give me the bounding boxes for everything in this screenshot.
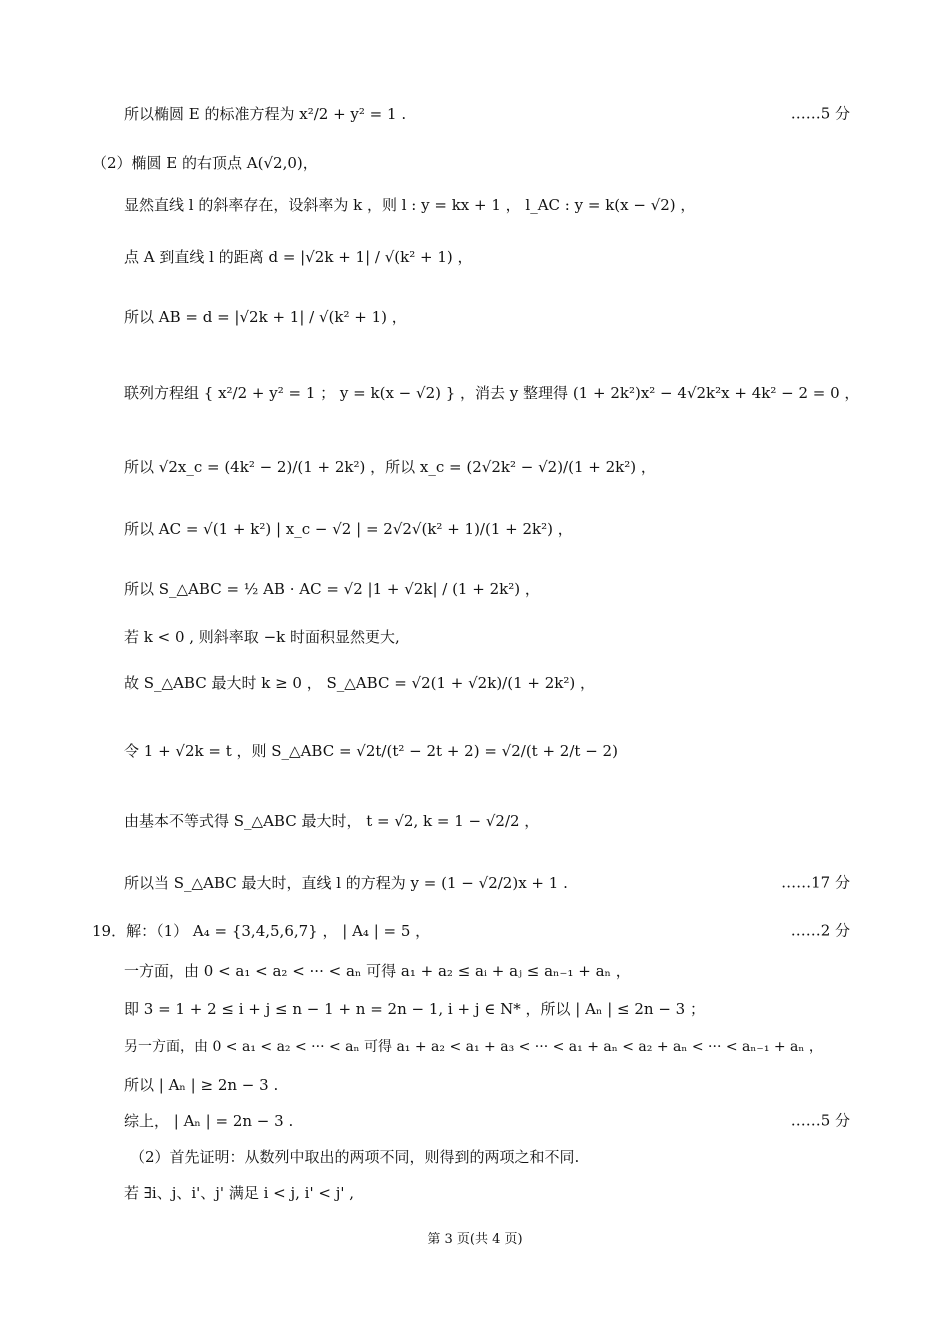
text-line [124,802,850,838]
line-text: 由基本不等式得 S_△ABC 最大时， t = √2, k = 1 − √2/2 ， [124,811,540,830]
line-text: 所以当 S_△ABC 最大时，直线 l 的方程为 y = (1 − √2/2)x + 1 . [124,873,568,892]
text-line [124,864,850,900]
text-line [92,916,850,944]
text-line [124,510,850,546]
score-mark: ……2 分 [790,921,850,940]
score-mark: ……17 分 [781,873,850,892]
line-text: 点 A 到直线 l 的距离 d = |√2k + 1| / √(k² + 1) ， [124,247,473,266]
line-text: （2）首先证明：从数列中取出的两项不同，则得到的两项之和不同. [130,1147,580,1166]
text-line [124,1106,850,1134]
line-text: 另一方面，由 0 < a₁ < a₂ < ··· < aₙ 可得 a₁ + a₂ < a₁ + a₃ < ··· < a₁ + aₙ < a₂ + aₙ < ··· < aₙ₋₁ + aₙ ， [124,1039,823,1055]
line-text: 综上， | Aₙ | = 2n − 3 . [124,1111,294,1130]
line-text: （2）椭圆 E 的右顶点 A(√2,0)， [92,153,318,172]
line-text: 一方面，由 0 < a₁ < a₂ < ··· < aₙ 可得 a₁ + a₂ ≤ aᵢ + aⱼ ≤ aₙ₋₁ + aₙ ， [124,961,631,980]
line-text: 若 ∃i、j、i'、j' 满足 i < j, i' < j' , [124,1183,355,1202]
line-text: 所以 | Aₙ | ≥ 2n − 3 . [124,1075,279,1094]
score-mark: ……5 分 [790,1111,850,1130]
text-line [124,448,850,484]
text-line [124,730,850,770]
text-line [124,98,850,128]
score-mark: ……5 分 [790,104,850,123]
line-text: 19．解：（1） A₄ = {3,4,5,6,7} ， | A₄ | = 5 ， [92,921,431,940]
text-line [124,994,850,1022]
text-line [130,1142,850,1170]
line-text: 故 S_△ABC 最大时 k ≥ 0 ， S_△ABC = √2(1 + √2k)/(1 + 2k²) ， [124,673,595,692]
line-text: 所以 AC = √(1 + k²) | x_c − √2 | = 2√2√(k² + 1)/(1 + 2k²) ， [124,519,573,538]
text-line [124,190,850,218]
text-line [124,298,850,334]
text-line [124,1032,850,1060]
line-text: 即 3 = 1 + 2 ≤ i + j ≤ n − 1 + n = 2n − 1, i + j ∈ N* ，所以 | Aₙ | ≤ 2n − 3 ； [124,999,705,1018]
line-text: 若 k < 0 , 则斜率取 −k 时面积显然更大, [124,627,400,646]
text-line [92,148,850,176]
text-line [124,1178,850,1206]
line-text: 所以 AB = d = |√2k + 1| / √(k² + 1) ， [124,307,407,326]
line-text: 所以椭圆 E 的标准方程为 x²/2 + y² = 1 . [124,104,407,123]
text-line [124,622,850,650]
line-text: 所以 S_△ABC = ½ AB · AC = √2 |1 + √2k| / (1 + 2k²) ， [124,579,540,598]
text-line [124,238,850,274]
line-text: 所以 √2x_c = (4k² − 2)/(1 + 2k²) ，所以 x_c = (2√2k² − √2)/(1 + 2k²) ， [124,457,656,476]
text-line [124,374,860,410]
text-line [124,570,850,606]
text-line [124,956,850,984]
line-text: 联列方程组 { x²/2 + y² = 1 ； y = k(x − √2) } ，消去 y 整理得 (1 + 2k²)x² − 4√2k²x + 4k² − 2 = 0 ， [124,383,860,402]
page-footer: 第 3 页(共 4 页) [427,1232,523,1247]
text-line [124,664,850,700]
text-line [124,1070,850,1098]
line-text: 令 1 + √2k = t ，则 S_△ABC = √2t/(t² − 2t + 2) = √2/(t + 2/t − 2) [124,741,618,760]
line-text: 显然直线 l 的斜率存在，设斜率为 k ，则 l : y = kx + 1 ， l_AC : y = k(x − √2) ， [124,195,696,214]
